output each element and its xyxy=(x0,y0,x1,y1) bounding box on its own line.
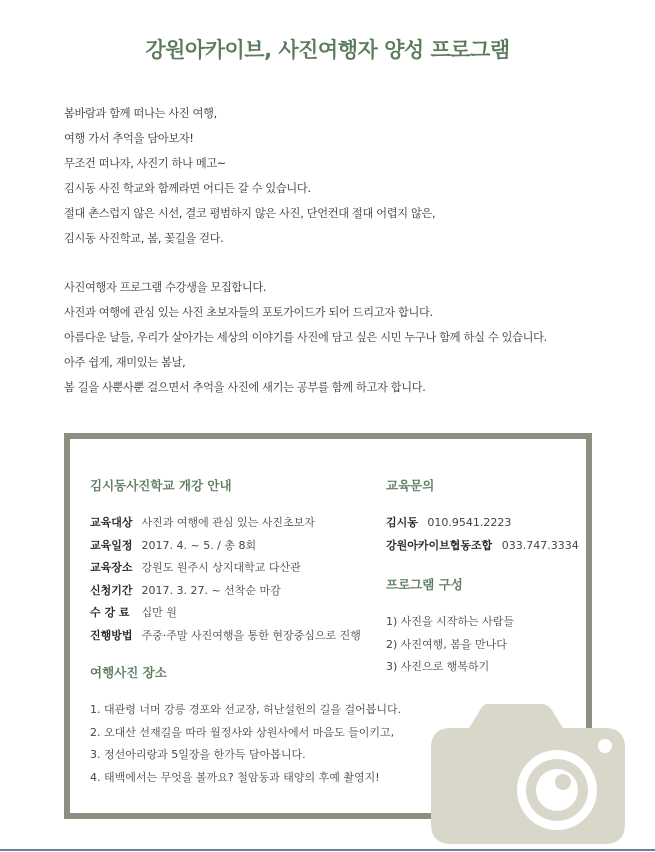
detail-label: 신청기간 xyxy=(90,583,133,597)
intro-line: 무조건 떠나자, 사진기 하나 메고~ xyxy=(64,157,226,170)
place-item: 3. 정선아리랑과 5일장을 한가득 담아봅니다. xyxy=(90,748,306,761)
detail-value: 사진과 여행에 관심 있는 사진초보자 xyxy=(141,516,315,529)
program-item: 1) 사진을 시작하는 사람들 xyxy=(386,615,515,628)
contact-label: 강원아카이브협동조합 xyxy=(386,538,493,552)
intro-line: 김시동 사진 학교와 함께라면 어디든 갈 수 있습니다. xyxy=(64,182,311,195)
place-item: 1. 대관령 너머 강릉 경포와 선교장, 허난설헌의 길을 걸어봅니다. xyxy=(90,703,402,716)
detail-label: 진행방법 xyxy=(90,628,133,642)
detail-value: 강원도 원주시 상지대학교 다산관 xyxy=(141,561,301,574)
intro-line: 사진과 여행에 관심 있는 사진 초보자들의 포토가이드가 되어 드리고자 합니다. xyxy=(64,306,433,319)
program-heading: 프로그램 구성 xyxy=(386,577,463,592)
detail-row xyxy=(90,625,390,648)
program-item: 2) 사진여행, 봄을 만나다 xyxy=(386,637,507,651)
camera-icon xyxy=(429,704,627,844)
detail-value: 2017. 3. 27. ~ 선착순 마감 xyxy=(141,583,281,597)
intro-text xyxy=(64,101,634,400)
program-item: 3) 사진으로 행복하기 xyxy=(386,660,490,673)
detail-row xyxy=(90,535,390,558)
intro-line: 봄 길을 사뿐사뿐 걸으면서 추억을 사진에 새기는 공부를 함께 하고자 합니다. xyxy=(64,381,426,394)
guide-section xyxy=(90,476,390,647)
detail-label: 교육대상 xyxy=(90,516,133,529)
detail-row xyxy=(90,512,390,535)
contact-value: 010.9541.2223 xyxy=(427,516,512,529)
place-item: 2. 오대산 선재길을 따라 월정사와 상원사에서 마음도 들이키고, xyxy=(90,725,395,739)
contact-heading: 교육문의 xyxy=(386,478,435,493)
intro-line: 봄바람과 함께 떠나는 사진 여행, xyxy=(64,107,217,120)
intro-line: 사진여행자 프로그램 수강생을 모집합니다. xyxy=(64,281,267,294)
contact-value: 033.747.3334 xyxy=(501,538,579,552)
contact-program-section xyxy=(386,476,586,679)
contact-label: 김시동 xyxy=(386,516,418,529)
places-heading: 여행사진 장소 xyxy=(90,665,167,680)
detail-value: 십만 원 xyxy=(141,606,177,619)
intro-line: 김시동 사진학교, 봄, 꽃길을 걷다. xyxy=(64,232,224,245)
detail-row xyxy=(90,602,390,625)
intro-line: 여행 가서 추억을 담아보자! xyxy=(64,132,194,145)
detail-label: 교육장소 xyxy=(90,561,133,574)
guide-heading: 김시동사진학교 개강 안내 xyxy=(90,478,232,493)
detail-value: 2017. 4. ~ 5. / 총 8회 xyxy=(141,538,257,552)
paragraph-gap xyxy=(64,251,634,275)
detail-label: 교육일정 xyxy=(90,538,133,552)
detail-value: 주중·주말 사진여행을 통한 현장중심으로 진행 xyxy=(141,628,361,642)
detail-label: 수 강 료 xyxy=(90,606,130,619)
intro-line: 아주 쉽게, 재미있는 봄날, xyxy=(64,356,186,369)
contact-row xyxy=(386,535,586,558)
detail-row xyxy=(90,557,390,580)
intro-line: 아름다운 날들, 우리가 살아가는 세상의 이야기를 사진에 담고 싶은 시민 누구나 함께 하실 수 있습니다. xyxy=(64,331,547,344)
page-title: 강원아카이브, 사진여행자 양성 프로그램 xyxy=(145,38,510,62)
intro-line: 절대 촌스럽지 않은 시선, 결코 평범하지 않은 사진, 단언컨대 절대 어렵지 않은, xyxy=(64,207,436,220)
place-item: 4. 태백에서는 무엇을 볼까요? 철암동과 태양의 후예 촬영지! xyxy=(90,770,380,784)
bottom-rule xyxy=(0,849,655,851)
contact-row xyxy=(386,512,586,535)
detail-row xyxy=(90,580,390,603)
